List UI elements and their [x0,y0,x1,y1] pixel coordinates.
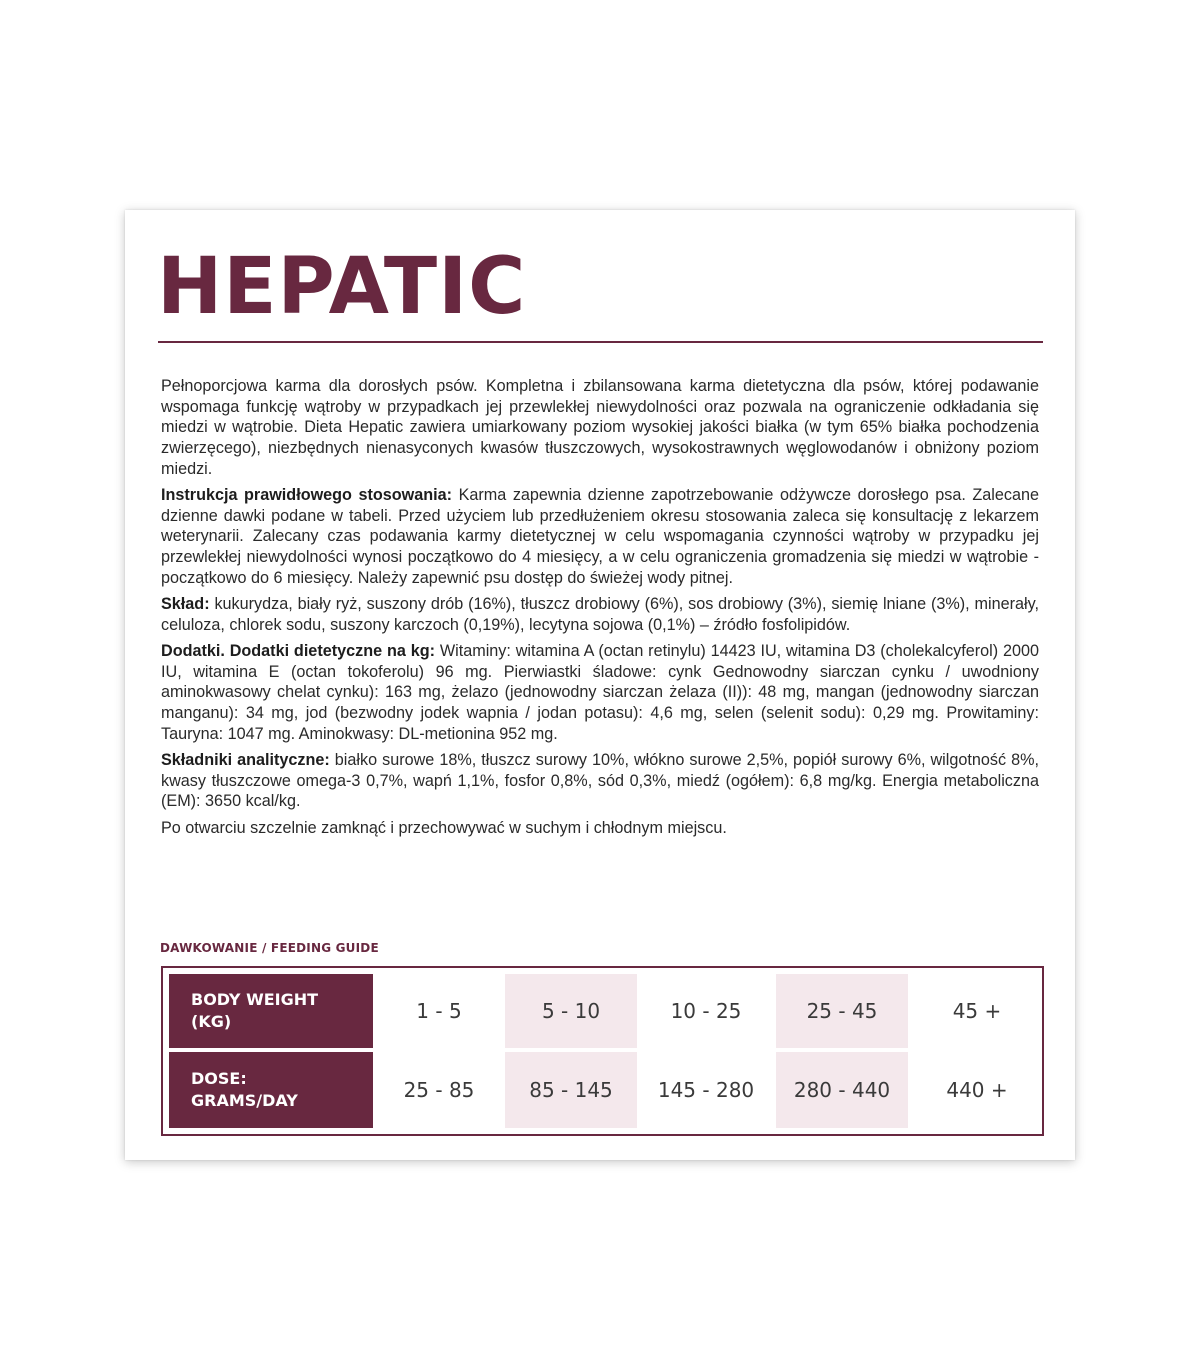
body-weight-cell: 25 - 45 [776,974,908,1048]
composition-label: Skład: [161,595,210,614]
body-weight-header-text: BODY WEIGHT (KG) [191,990,319,1031]
body-weight-cell: 45 + [952,999,1002,1023]
feeding-guide-label: DAWKOWANIE / FEEDING GUIDE [160,941,379,955]
dose-cell: 85 - 145 [505,1052,637,1128]
title-divider [158,341,1043,343]
dose-cell: 25 - 85 [403,1078,475,1102]
composition-text: kukurydza, biały ryż, suszony drób (16%), tłuszcz drobiowy (6%), sos drobiowy (3%), siemię lniane (3%), minerały, celuloza, chlorek sodu, suszony karczoch (0,19%), lecytyna sojowa (0,1%) – źródło fosfolipidów. [161,595,1039,634]
body-weight-cell: 5 - 10 [505,974,637,1048]
storage-note [161,818,1039,839]
description-intro-text: Pełnoporcjowa karma dla dorosłych psów. Kompletna i zbilansowana karma dietetyczna dla psów, której podawanie wspomaga funkcję wątroby w przypadkach jej przewlekłej niewydolności oraz pozwala na ograniczenie odkładania się miedzi w wątrobie. Dieta Hepatic zawiera umiarkowany poziom wysokiej jakości białka (w tym 65% białka pochodzenia zwierzęcego), niezbędnych nienasyconych kwasów tłuszczowych, wysokostrawnych węglowodanów i obniżony poziom miedzi. [161,377,1039,478]
usage-instructions-label: Instrukcja prawidłowego stosowania: [161,486,453,505]
product-card [125,210,1075,1160]
additives-text: Witaminy: witamina A (octan retinylu) 14423 IU, witamina D3 (cholekalcyferol) 2000 IU, witamina E (octan tokoferolu) 96 mg. Pierwiastki śladowe: cynk Gednowodny siarczan cynku / uwodniony aminokwasowy chelat cynku): 163 mg, żelazo (jednowodny siarczan żelaza (II)): 48 mg, mangan (jednowodny siarczan manganu): 34 mg, jod (bezwodny jodek wapnia / jodan potasu): 4,6 mg, selen (selenit sodu): 0,29 mg. Prowitaminy: Tauryna: 1047 mg. Aminokwasy: DL-metionina 952 mg. [161,641,1040,743]
body-weight-header [169,974,373,1048]
dose-cell: 280 - 440 [776,1052,908,1128]
description-intro [161,376,1039,480]
analytical-constituents [161,750,1039,812]
dose-cell: 440 + [946,1078,1008,1102]
body-weight-cell: 1 - 5 [416,999,462,1023]
additives [161,641,1039,745]
dose-cell: 145 - 280 [657,1078,755,1102]
additives-label: Dodatki. Dodatki dietetyczne na kg: [161,641,435,660]
composition [161,594,1039,635]
body-weight-cell: 10 - 25 [670,999,742,1023]
usage-instructions [161,485,1039,589]
analytical-constituents-text: białko surowe 18%, tłuszcz surowy 10%, włókno surowe 2,5%, popiół surowy 6%, wilgotność 8%, kwasy tłuszczowe omega-3 0,7%, wapń 1,1%, fosfor 0,8%, sód 0,3%, miedź (ogółem): 6,8 mg/kg. Energia metaboliczna (EM): 3650 kcal/kg. [161,750,1039,811]
product-description [161,376,1039,844]
product-title: HEPATIC [157,242,527,332]
dose-header [169,1052,373,1128]
usage-instructions-text: Karma zapewnia dzienne zapotrzebowanie odżywcze dorosłego psa. Zalecane dzienne dawki podane w tabeli. Przed użyciem lub przedłużeniem okresu stosowania zaleca się konsultację z lekarzem weterynarii. Zalecany czas podawania karmy dietetycznej w celu wspomagania czynności wątroby w przypadku jej przewlekłej niewydolności wynosi początkowo do 4 miesięcy, a w celu ograniczenia gromadzenia się miedzi w wątrobie - początkowo do 6 miesięcy. Należy zapewnić psu dostęp do świeżej wody pitnej. [161,486,1039,587]
feeding-guide-table [161,966,1044,1136]
analytical-constituents-label: Składniki analityczne: [161,750,330,769]
storage-note-text: Po otwarciu szczelnie zamknąć i przechowywać w suchym i chłodnym miejscu. [161,818,727,837]
dose-header-text: DOSE: GRAMS/DAY [191,1069,298,1110]
